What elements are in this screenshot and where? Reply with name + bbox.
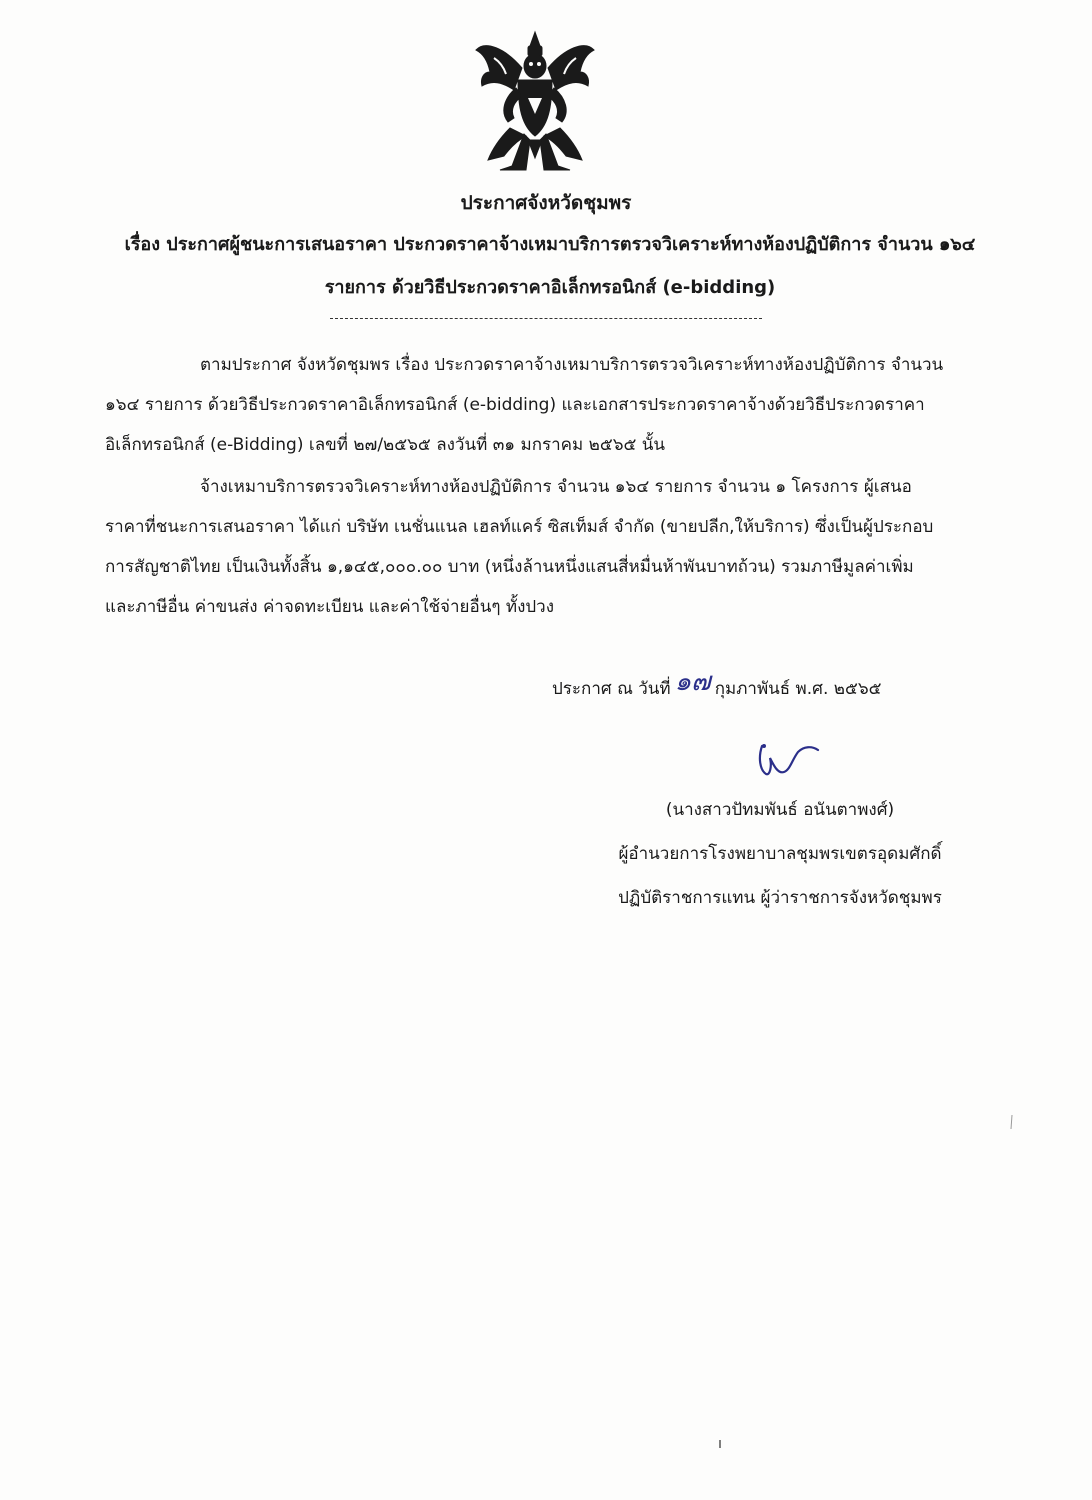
signatory-position-1: ผู้อำนวยการโรงพยาบาลชุมพรเขตรอุดมศักดิ์: [618, 844, 942, 864]
paragraph-2-line-3: การสัญชาติไทย เป็นเงินทั้งสิ้น ๑,๑๔๕,๐๐๐.๐๐ บาท (หนึ่งล้านหนึ่งแสนสี่หมื่นห้าพันบาทถ้วน) รวมภาษีมูลค่าเพิ่ม: [105, 557, 914, 577]
handwritten-signature-icon: [748, 736, 828, 784]
paragraph-2-line-2: ราคาที่ชนะการเสนอราคา ได้แก่ บริษัท เนชั่นแนล เฮลท์แคร์ ซิสเท็มส์ จำกัด (ขายปลีก,ให้บริการ) ซึ่งเป็นผู้ประกอบ: [105, 517, 934, 537]
announcement-date: [552, 668, 882, 707]
paragraph-2-line-4: และภาษีอื่น ค่าขนส่ง ค่าจดทะเบียน และค่าใช้จ่ายอื่นๆ ทั้งปวง: [105, 597, 555, 617]
signatory-position-2: ปฏิบัติราชการแทน ผู้ว่าราชการจังหวัดชุมพร: [618, 888, 942, 908]
paragraph-1-line-3: อิเล็กทรอนิกส์ (e-Bidding) เลขที่ ๒๗/๒๕๖๕ ลงวันที่ ๓๑ มกราคม ๒๕๖๕ นั้น: [105, 435, 666, 455]
scan-mark-icon: [1010, 1115, 1014, 1129]
signatory-name: (นางสาวปัทมพันธ์ อนันตาพงศ์): [665, 800, 895, 820]
paragraph-2-line-1: จ้างเหมาบริการตรวจวิเคราะห์ทางห้องปฏิบัติการ จำนวน ๑๖๔ รายการ จำนวน ๑ โครงการ ผู้เสนอ: [200, 477, 912, 497]
date-prefix: ประกาศ ณ วันที่: [552, 679, 671, 699]
dashed-divider: [330, 318, 762, 319]
scan-dot-icon: [718, 1440, 722, 1448]
date-suffix: กุมภาพันธ์ พ.ศ. ๒๕๖๕: [714, 679, 882, 699]
paragraph-2: [105, 467, 990, 627]
date-day-handwritten: ๑๗: [674, 667, 711, 697]
paragraph-1-line-1: ตามประกาศ จังหวัดชุมพร เรื่อง ประกวดราคาจ้างเหมาบริการตรวจวิเคราะห์ทางห้องปฏิบัติการ จำนวน: [200, 355, 944, 375]
garuda-emblem-icon: [470, 28, 600, 178]
document-title: ประกาศจังหวัดชุมพร: [460, 192, 632, 214]
subject-line-1: เรื่อง ประกาศผู้ชนะการเสนอราคา ประกวดราคาจ้างเหมาบริการตรวจวิเคราะห์ทางห้องปฏิบัติการ จำนวน ๑๖๔: [124, 234, 976, 255]
paragraph-1: [105, 345, 990, 465]
subject-line-2: รายการ ด้วยวิธีประกวดราคาอิเล็กทรอนิกส์ (e-bidding): [324, 277, 776, 298]
paragraph-1-line-2: ๑๖๔ รายการ ด้วยวิธีประกวดราคาอิเล็กทรอนิกส์ (e-bidding) และเอกสารประกวดราคาจ้างด้วยวิธีประกวดราคา: [105, 395, 925, 415]
